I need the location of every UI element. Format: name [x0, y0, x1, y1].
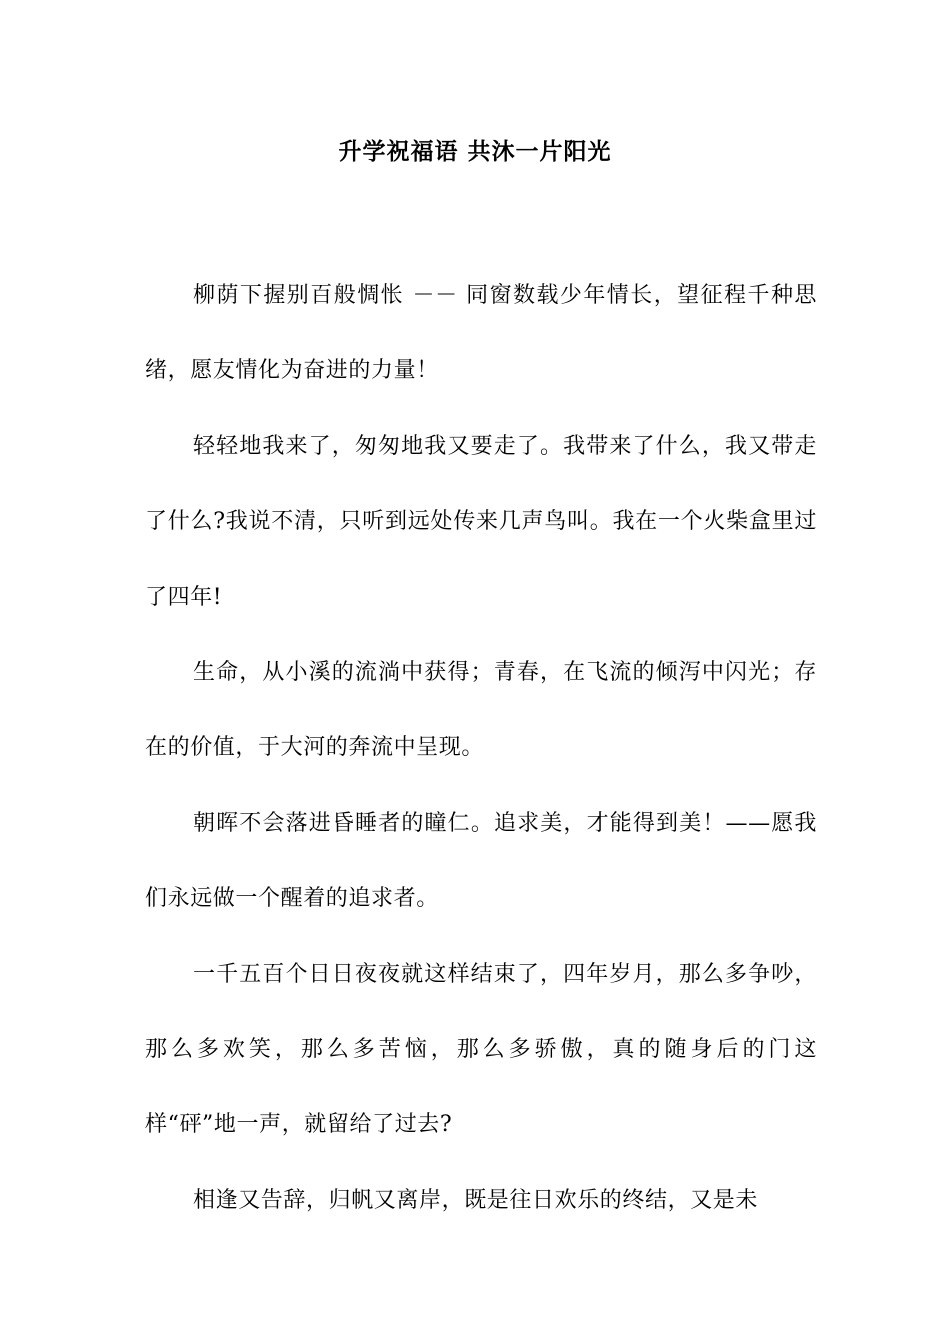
paragraph-2: 轻轻地我来了，匆匆地我又要走了。我带来了什么，我又带走了什么?我说不清，只听到远处传来几声鸟叫。我在一个火柴盒里过了四年! — [145, 433, 817, 610]
paragraph-5: 一千五百个日日夜夜就这样结束了，四年岁月，那么多争吵，那么多欢笑，那么多苦恼，那么多骄傲，真的随身后的门这样“砰”地一声，就留给了过去? — [145, 961, 817, 1138]
paragraph-6: 相逢又告辞，归帆又离岸，既是往日欢乐的终结，又是未 — [193, 1187, 759, 1213]
paragraph-3: 生命，从小溪的流淌中获得；青春，在飞流的倾泻中闪光；存在的价值，于大河的奔流中呈现。 — [145, 660, 817, 761]
paragraph-4: 朝晖不会落进昏睡者的瞳仁。追求美，才能得到美！——愿我们永远做一个醒着的追求者。 — [145, 810, 817, 912]
document-body — [145, 258, 817, 1238]
paragraph-1: 柳荫下握别百般惆怅 －－ 同窗数载少年情长，望征程千种思绪，愿友情化为奋进的力量！ — [145, 283, 817, 384]
document-title: 升学祝福语 共沐一片阳光 — [338, 138, 612, 165]
